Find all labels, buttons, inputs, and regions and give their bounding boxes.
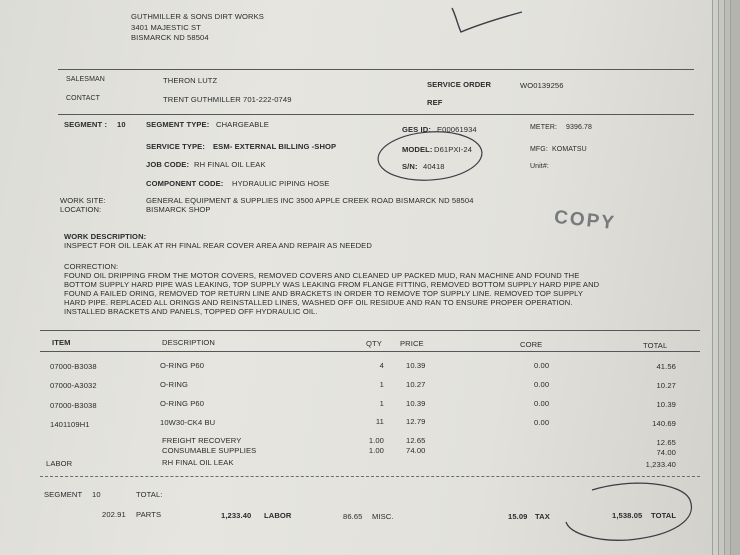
totals-segment-number: 10 (92, 490, 101, 499)
row-qty: 1 (379, 380, 384, 389)
company-address-2: BISMARCK ND 58504 (131, 33, 209, 42)
row-description: O-RING (160, 380, 189, 389)
misc-description: CONSUMABLE SUPPLIES (162, 446, 257, 455)
misc-price: 12.65 (406, 436, 426, 445)
labor-label: LABOR (46, 459, 73, 468)
misc-total-value: 86.65 (343, 512, 363, 521)
salesman-value: THERON LUTZ (163, 76, 218, 85)
row-description: 10W30-CK4 BU (160, 418, 216, 427)
correction-line: INSTALLED BRACKETS AND PANELS, TOPPED OFF HYDRAULIC OIL. (64, 307, 318, 316)
row-price: 10.39 (406, 361, 426, 370)
misc-description: FREIGHT RECOVERY (162, 436, 242, 445)
segment-type-value: CHARGEABLE (216, 120, 269, 129)
row-price: 12.79 (406, 417, 426, 426)
row-item: 07000-A3032 (50, 381, 97, 390)
misc-qty: 1.00 (368, 446, 384, 455)
copy-stamp: COPY (553, 206, 617, 235)
totals-total-label: TOTAL: (136, 490, 163, 499)
row-qty: 11 (375, 417, 384, 426)
row-qty: 1 (379, 399, 384, 408)
mfg-value: KOMATSU (552, 146, 587, 153)
work-description-label: WORK DESCRIPTION: (64, 232, 147, 241)
unit-label: Unit#: (530, 163, 549, 170)
correction-label: CORRECTION: (64, 262, 119, 271)
location-value: BISMARCK SHOP (146, 205, 211, 214)
row-core: 0.00 (534, 380, 550, 389)
mfg-label: MFG: (530, 146, 548, 153)
correction-line: FOUND OIL DRIPPING FROM THE MOTOR COVERS, REMOVED COVERS AND CLEANED UP PACKED MUD, RAN MACHINE AND FOUND THE (64, 271, 580, 280)
row-description: O-RING P60 (160, 399, 205, 408)
row-qty: 4 (379, 361, 384, 370)
work-description-text: INSPECT FOR OIL LEAK AT RH FINAL REAR COVER AREA AND REPAIR AS NEEDED (64, 241, 372, 250)
correction-line: FOUND A FAILED ORING, REMOVED TOP RETURN LINE AND BRACKETS IN ORDER TO REMOVE TOP SUPPLY LINE. REMOVED TOP SUPPLY (64, 289, 584, 298)
row-core: 0.00 (534, 361, 550, 370)
correction-line: HARD PIPE. REPLACED ALL ORINGS AND REINSTALLED LINES, WASHED OFF OIL RESIDUE AND RAN TO ENSURE PROPER OPERATION. (64, 298, 573, 307)
col-header-total: TOTAL (643, 341, 668, 350)
misc-qty: 1.00 (368, 436, 384, 445)
work-site-label: WORK SITE: (60, 196, 106, 205)
row-item: 07000-B3038 (50, 401, 97, 410)
tax-total-label: TAX (535, 512, 550, 521)
grand-total-label: TOTAL (651, 511, 677, 520)
contact-value: TRENT GUTHMILLER 701-222-0749 (163, 95, 292, 104)
row-total: 10.27 (656, 381, 676, 390)
service-type-label: SERVICE TYPE: (146, 142, 205, 151)
parts-total-label: PARTS (136, 510, 162, 519)
job-code-label: JOB CODE: (146, 160, 190, 169)
row-total: 140.69 (652, 419, 676, 428)
row-total: 41.56 (656, 362, 676, 371)
misc-total: 12.65 (656, 438, 676, 447)
company-name: GUTHMILLER & SONS DIRT WORKS (131, 12, 264, 21)
salesman-label: SALESMAN (66, 76, 105, 83)
model-value: D61PXI-24 (434, 145, 473, 154)
misc-total: 74.00 (656, 448, 676, 457)
ref-label: REF (427, 98, 443, 107)
row-price: 10.39 (406, 399, 426, 408)
col-header-item: ITEM (52, 338, 71, 347)
ges-id-label: GES ID: (402, 125, 431, 134)
col-header-qty: QTY (366, 339, 382, 348)
col-header-price: PRICE (400, 339, 424, 348)
row-total: 10.39 (656, 400, 676, 409)
parts-total-value: 202.91 (102, 510, 126, 519)
grand-total-value: 1,538.05 (612, 511, 643, 520)
job-code-value: RH FINAL OIL LEAK (194, 160, 266, 169)
sn-value: 40418 (423, 162, 445, 171)
service-order-label: SERVICE ORDER (427, 80, 492, 89)
labor-total: 1,233.40 (645, 460, 676, 469)
totals-segment-label: SEGMENT (44, 490, 83, 499)
company-address-1: 3401 MAJESTIC ST (131, 23, 201, 32)
meter-label: METER: (530, 124, 558, 131)
component-code-label: COMPONENT CODE: (146, 179, 224, 188)
page-stack-edge (730, 0, 740, 555)
model-label: MODEL: (402, 145, 433, 154)
row-core: 0.00 (534, 399, 550, 408)
misc-total-label: MISC. (372, 512, 394, 521)
row-item: 1401109H1 (50, 420, 90, 429)
service-type-value: ESM- EXTERNAL BILLING -SHOP (213, 142, 337, 151)
sn-label: S/N: (402, 162, 418, 171)
row-description: O-RING P60 (160, 361, 205, 370)
service-order-value: WO0139256 (520, 81, 564, 90)
model-circle-pen-mark (376, 128, 483, 183)
row-price: 10.27 (406, 380, 426, 389)
ges-id-value: E00061934 (437, 125, 477, 134)
row-core: 0.00 (534, 418, 550, 427)
tax-total-value: 15.09 (508, 512, 528, 521)
labor-total-label: LABOR (264, 511, 292, 520)
segment-type-label: SEGMENT TYPE: (146, 120, 210, 129)
segment-label: SEGMENT : (64, 120, 108, 129)
row-item: 07000-B3038 (50, 362, 97, 371)
meter-value: 9396.78 (566, 124, 593, 131)
col-header-core: CORE (520, 340, 543, 349)
contact-label: CONTACT (66, 95, 101, 102)
component-code-value: HYDRAULIC PIPING HOSE (232, 179, 330, 188)
work-site-value: GENERAL EQUIPMENT & SUPPLIES INC 3500 APPLE CREEK ROAD BISMARCK ND 58504 (146, 196, 474, 205)
location-label: LOCATION: (60, 205, 102, 214)
labor-total-value: 1,233.40 (221, 511, 252, 520)
col-header-description: DESCRIPTION (162, 338, 215, 347)
checkmark-pen-mark (452, 8, 522, 32)
total-circle-pen-mark (566, 483, 691, 540)
segment-number: 10 (117, 120, 126, 129)
labor-description: RH FINAL OIL LEAK (162, 458, 234, 467)
misc-price: 74.00 (406, 446, 426, 455)
correction-line: BOTTOM SUPPLY HARD PIPE WAS LEAKING, TOP SUPPLY WAS LEAKING FROM FLANGE FITTING, REMOVED BOTTOM SUPPLY HARD PIPE AND (64, 280, 600, 289)
